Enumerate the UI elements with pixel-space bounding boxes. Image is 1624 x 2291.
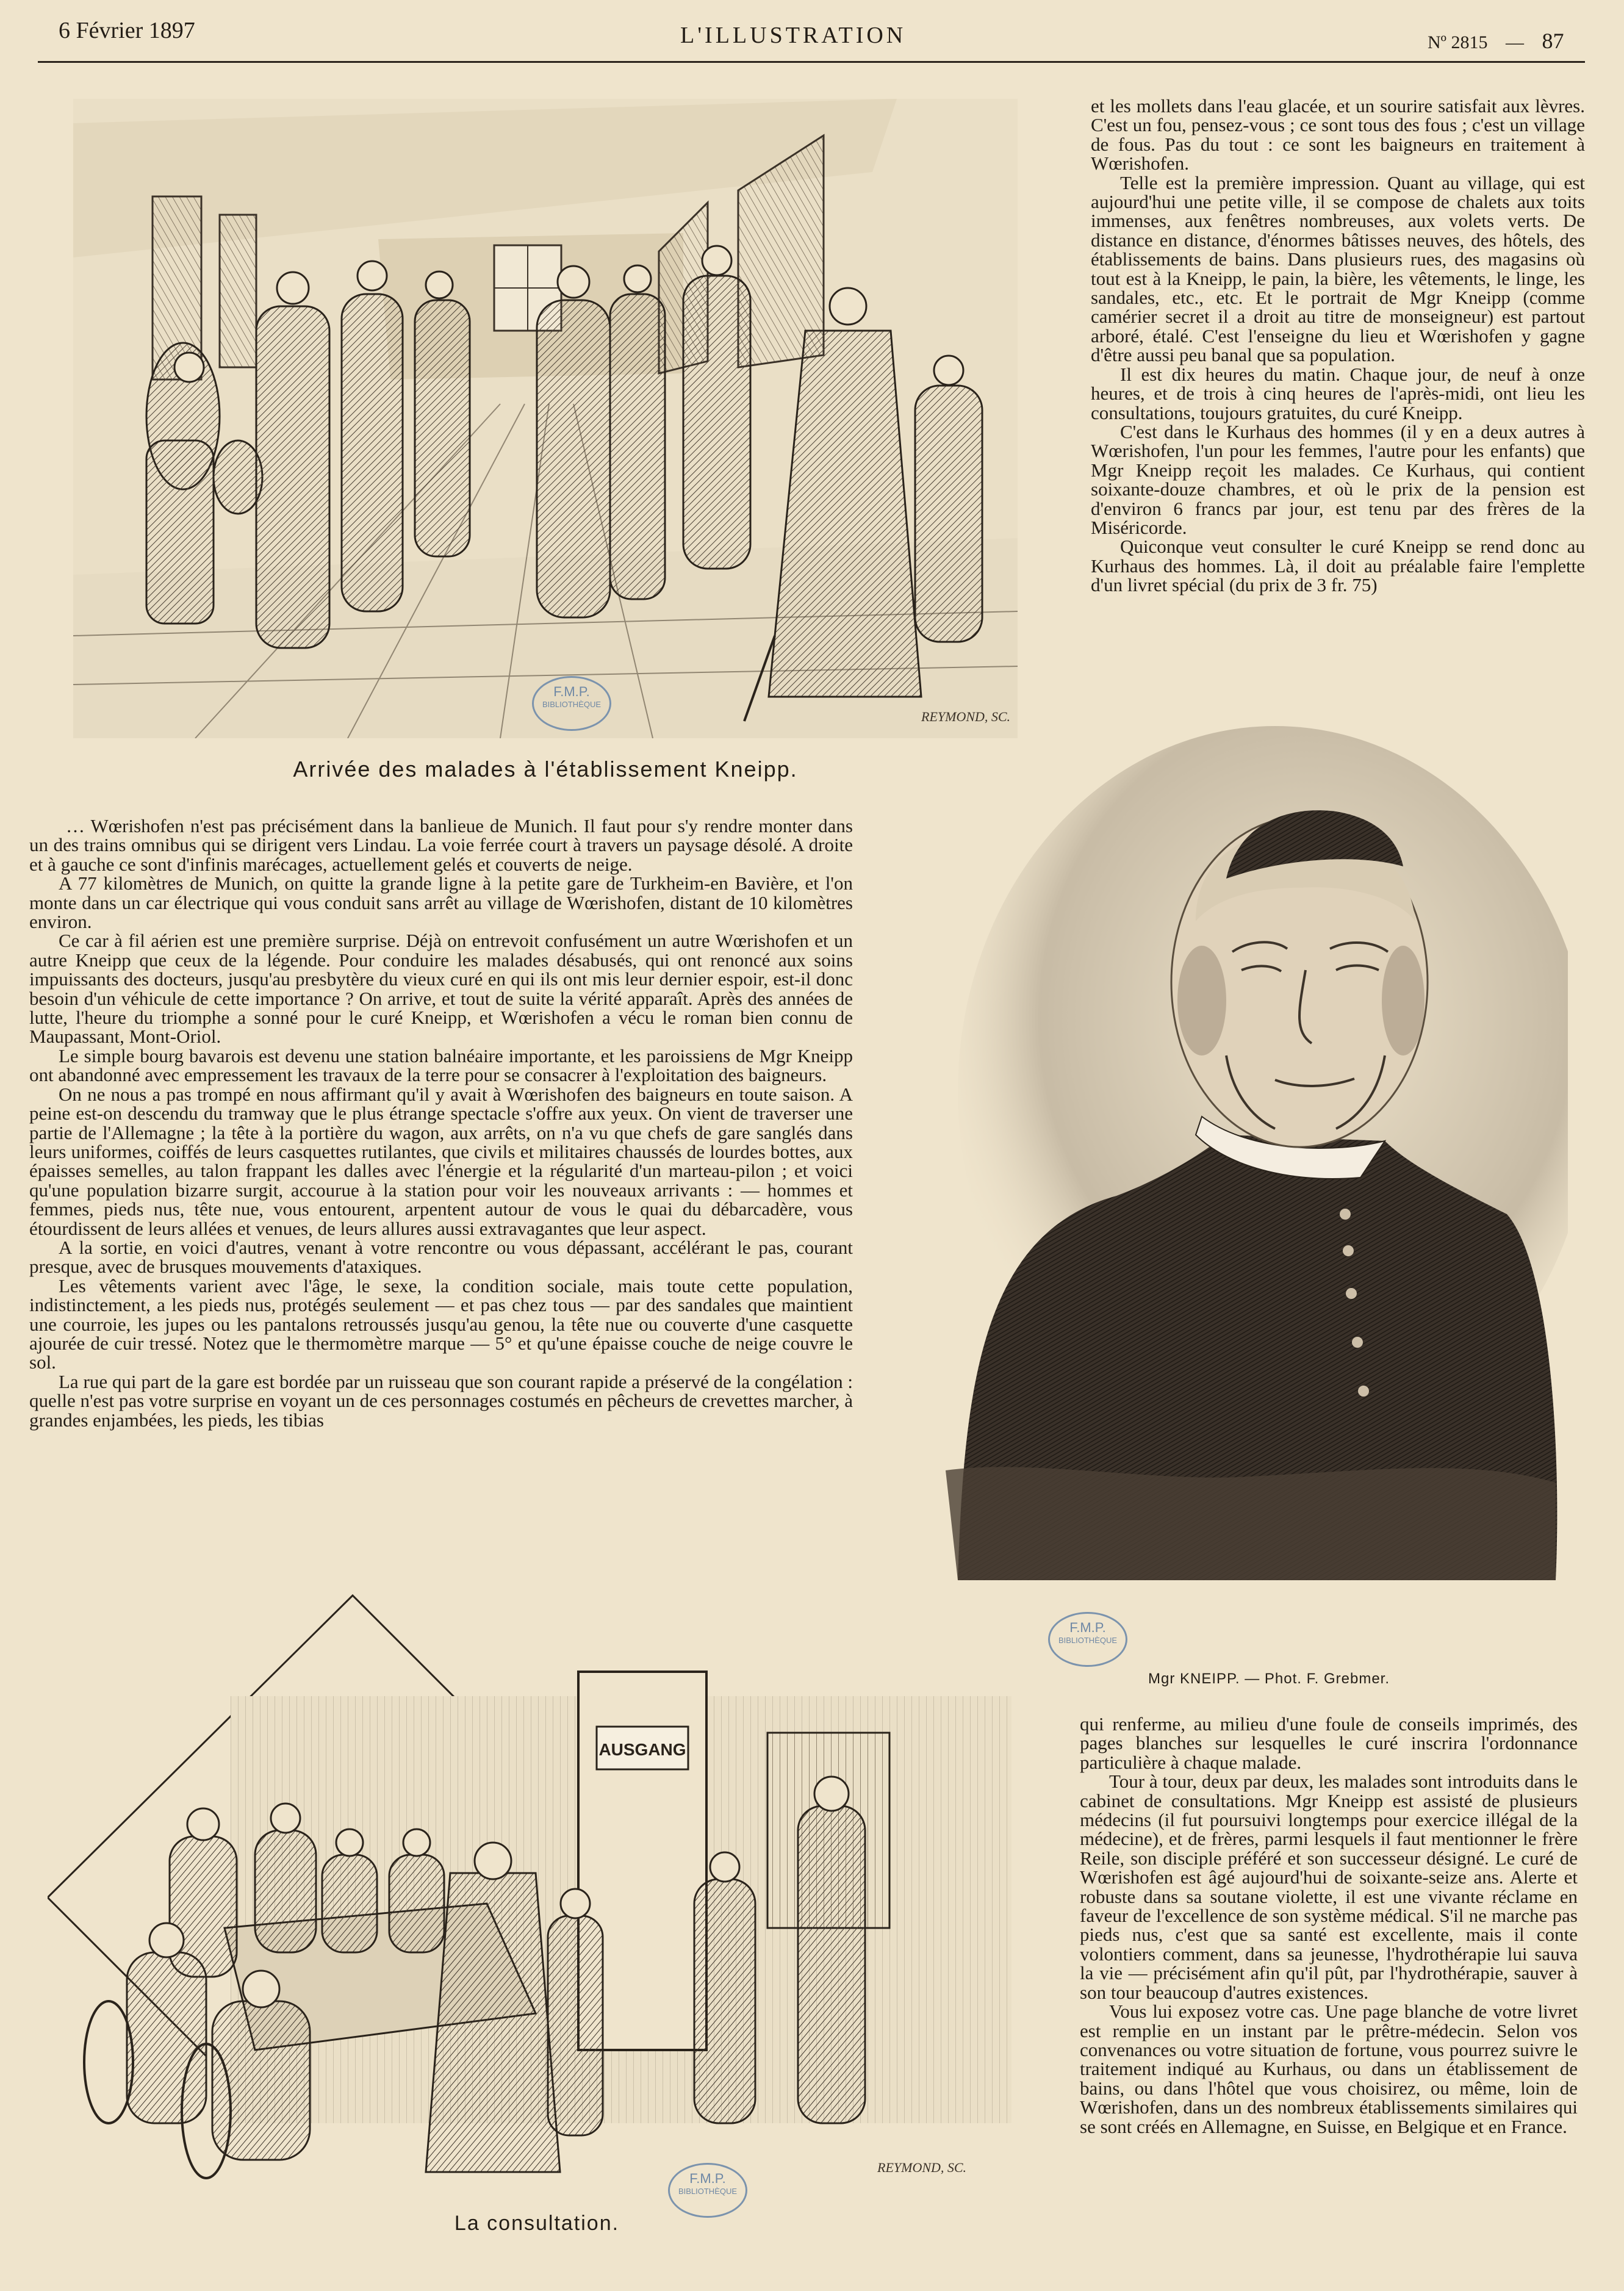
consultation-signature: REYMOND, SC. <box>877 2160 967 2175</box>
paragraph: Tour à tour, deux par deux, les malades sont introduits dans le cabinet de consultations. Mgr Kneipp est assisté de plusieurs médecins (il fut poursuivi longtemps pour exercice illégal de la médecine), et de frères, parmi lesquels il faut mentionner le frère Reile, son disciple préféré et son successeur désigné. Le curé de Wœrishofen est âgé aujourd'hui de soixante-seize ans. Alerte et robuste dans sa soutane violette, il est une vivante réclame en faveur de l'excellence de son système médical. S'il ne marche pas pieds nus, c'est que sa santé est excellente, mais il conte volontiers comment, dans sa jeunesse, l'hydrothérapie lui sauva la vie — précisément afin qu'il pût, par l'hydrothérapie, sauver à son tour beaucoup d'autres existences. <box>1080 1771 1578 2003</box>
paragraph: La rue qui part de la gare est bordée par un ruisseau que son courant rapide a préservé de la congélation : quelle n'est pas votre surprise en voyant un de ces personnages costumés en pêcheurs de crevettes marcher, à grandes enjambées, les pieds, les tibias <box>29 1370 853 1431</box>
stamp-line-1: F.M.P. <box>553 684 590 699</box>
paragraph: Ce car à fil aérien est une première surprise. Déjà on entrevoit confusément un autre Wœrishofen et un autre Kneipp que ceux de la légende. Pour conduire les malades désabusés, qui ont renoncé aux soins impuissants des docteurs, jusqu'au presbytère du vieux curé en qui ils ont mis leur dernier espoir, est-il donc besoin d'un véhicule de cette importance ? On arrive, et tout de suite la vérité apparaît. Après des années de lutte, l'heure du triomphe a sonné pour le curé Kneipp, et Wœrishofen a vécu le roman bien connu de Maupassant, Mont-Oriol. <box>29 930 853 1048</box>
issue-label: Nº 2815 <box>1428 32 1488 52</box>
paragraph: qui renferme, au milieu d'une foule de conseils imprimés, des pages blanches sur lesquelles le curé inscrira l'ordonnance particulière à chaque malade. <box>1080 1713 1578 1773</box>
header-date: 6 Février 1897 <box>59 18 195 43</box>
arrival-signature: REYMOND, SC. <box>921 709 1011 724</box>
page-number: 87 <box>1542 29 1564 53</box>
arrival-engraving <box>73 99 1018 738</box>
paragraph: Les vêtements varient avec l'âge, le sexe, la condition sociale, mais toute cette population, indistinctement, a les pieds nus, protégés seulement — et pas chez tous — par des sandales que maintient une courroie, les jupes ou les pantalons retroussés jusqu'au genou, la tête nue ou couverte d'une casquette ajourée de cuir tressé. Notez que le thermomètre marque — 5° et qu'une épaisse couche de neige couvre le sol. <box>29 1275 853 1373</box>
consultation-illustration <box>48 1586 1036 2203</box>
portrait-engraving <box>909 714 1568 1605</box>
paragraph: et les mollets dans l'eau glacée, et un sourire satisfait aux lèvres. C'est un fou, pensez-vous ; ce sont tous des fous ; c'est un village de fous. Pas du tout : ce sont les baigneurs en traitement à Wœrishofen. <box>1091 95 1585 174</box>
paragraph: C'est dans le Kurhaus des hommes (il y en a deux autres à Wœrishofen, l'un pour les femmes, l'autre pour les enfants) que Mgr Kneipp reçoit les malades. Ce Kurhaus, qui contient soixante-douze chambres, et où le prix de la pension est d'environ 6 francs par jour, est tenu par des frères de la Miséricorde. <box>1091 420 1585 538</box>
paragraph: Quiconque veut consulter le curé Kneipp se rend donc au Kurhaus des hommes. Là, il doit au préalable faire l'emplette d'un livret spécial (du prix de 3 fr. 75) <box>1091 536 1585 596</box>
paragraph: A 77 kilomètres de Munich, on quitte la grande ligne à la petite gare de Turkheim-en Bavière, et l'on monte dans un car électrique qui vous conduit sans arrêt au village de Wœrishofen, distant de 10 kilomètres environ. <box>29 872 853 933</box>
paragraph: … Wœrishofen n'est pas précisément dans la banlieue de Munich. Il faut pour s'y rendre monter dans un des trains omnibus qui se dirigent vers Lindau. La voie ferrée court à travers un paysage désolé. A droite et à gauche ce sont d'infinis marécages, actuellement gelés et couverts de neige. <box>29 815 853 875</box>
stamp-line-2: BIBLIOTHÈQUE <box>678 2187 738 2196</box>
stamp-line-1: F.M.P. <box>689 2171 726 2186</box>
right-top-column-text <box>1091 96 1585 595</box>
right-bottom-column-text <box>1080 1714 1578 2136</box>
paragraph: A la sortie, en voici d'autres, venant à votre rencontre ou vous dépassant, accélérant le pas, courant presque, avec de brusques mouvements d'ataxiques. <box>29 1236 853 1278</box>
issue-dash: — <box>1505 32 1524 52</box>
issue-number <box>1428 28 1564 54</box>
paragraph: Il est dix heures du matin. Chaque jour, de neuf à onze heures, et de trois à cinq heures de l'après-midi, ont lieu les consultations, toujours gratuites, du curé Kneipp. <box>1091 363 1585 423</box>
paragraph: Le simple bourg bavarois est devenu une station balnéaire importante, et les paroissiens de Mgr Kneipp ont abandonné avec empressement les travaux de la terre pour se consacrer à l'exploitation des baigneurs. <box>29 1045 853 1086</box>
library-stamp <box>532 676 611 731</box>
library-stamp <box>1048 1612 1127 1667</box>
paragraph: Vous lui exposez votre cas. Une page blanche de votre livret est remplie en un instant par le prêtre-médecin. Selon vos convenances ou votre situation de fortune, vous pourrez suivre le traitement indiqué au Kurhaus, ou dans un établissement de bains, ou dans l'hôtel que vous choisirez, ou même, loin de Wœrishofen, dans un des nombreux établissements similaires qui se sont créés en Allemagne, en Suisse, en Belgique et en France. <box>1080 2001 1578 2137</box>
consultation-engraving <box>48 1586 1036 2203</box>
library-stamp <box>668 2163 747 2218</box>
paragraph: On ne nous a pas trompé en nous affirmant qu'il y avait à Wœrishofen des baigneurs en toute saison. A peine est-on descendu du tramway que le plus étrange spectacle s'offre aux yeux. On vient de traverser une partie de l'Allemagne ; la tête à la portière du wagon, aux arrêts, on n'a vu que chefs de gare sanglés dans leurs uniformes, coiffés de leurs casquettes rutilantes, que civils et militaires chaussés de lourdes bottes, aux épaisses semelles, au talon frappant les dalles avec l'énergie et la régularité d'un marteau-pilon ; et voici qu'une population bizarre surgit, accourue à la station pour voir les nouveaux arrivants : — hommes et femmes, pieds nus, tête nue, vous entourent, arpentent autour de vous le quai du débarcadère, vous étourdissent de leurs allées et venues, de leurs allures aussi extravagantes que leur aspect. <box>29 1083 853 1239</box>
arrival-caption: Arrivée des malades à l'établissement Kneipp. <box>293 757 798 782</box>
consultation-caption: La consultation. <box>454 2212 620 2235</box>
arrival-illustration <box>73 99 1018 738</box>
portrait-caption: Mgr KNEIPP. — Phot. F. Grebmer. <box>1148 1671 1390 1687</box>
paragraph: Telle est la première impression. Quant au village, qui est aujourd'hui une petite ville, il se compose de chalets aux toits immenses, aux fenêtres nombreuses, aux volets verts. De distance en distance, d'énormes bâtisses neuves, des hôtels, des établissements de bains. Dans plusieurs rues, des magasins où tout est à la Kneipp, le pain, la bière, les vêtements, le linge, les sandales, etc., etc. Et le portrait de Mgr Kneipp (comme camérier secret il a droit au titre de monseigneur) est partout arboré, étalé. C'est l'enseigne du lieu et Wœrishofen y gagne d'être aussi peu banal que sa population. <box>1091 171 1585 366</box>
stamp-line-2: BIBLIOTHÈQUE <box>1058 1636 1118 1645</box>
stamp-line-1: F.M.P. <box>1069 1620 1106 1635</box>
journal-title: L'ILLUSTRATION <box>680 23 907 48</box>
portrait-kneipp <box>909 714 1568 1605</box>
left-column-text <box>29 816 853 1430</box>
door-sign: AUSGANG <box>598 1740 686 1759</box>
header-rule <box>38 61 1585 63</box>
stamp-line-2: BIBLIOTHÈQUE <box>542 700 602 709</box>
